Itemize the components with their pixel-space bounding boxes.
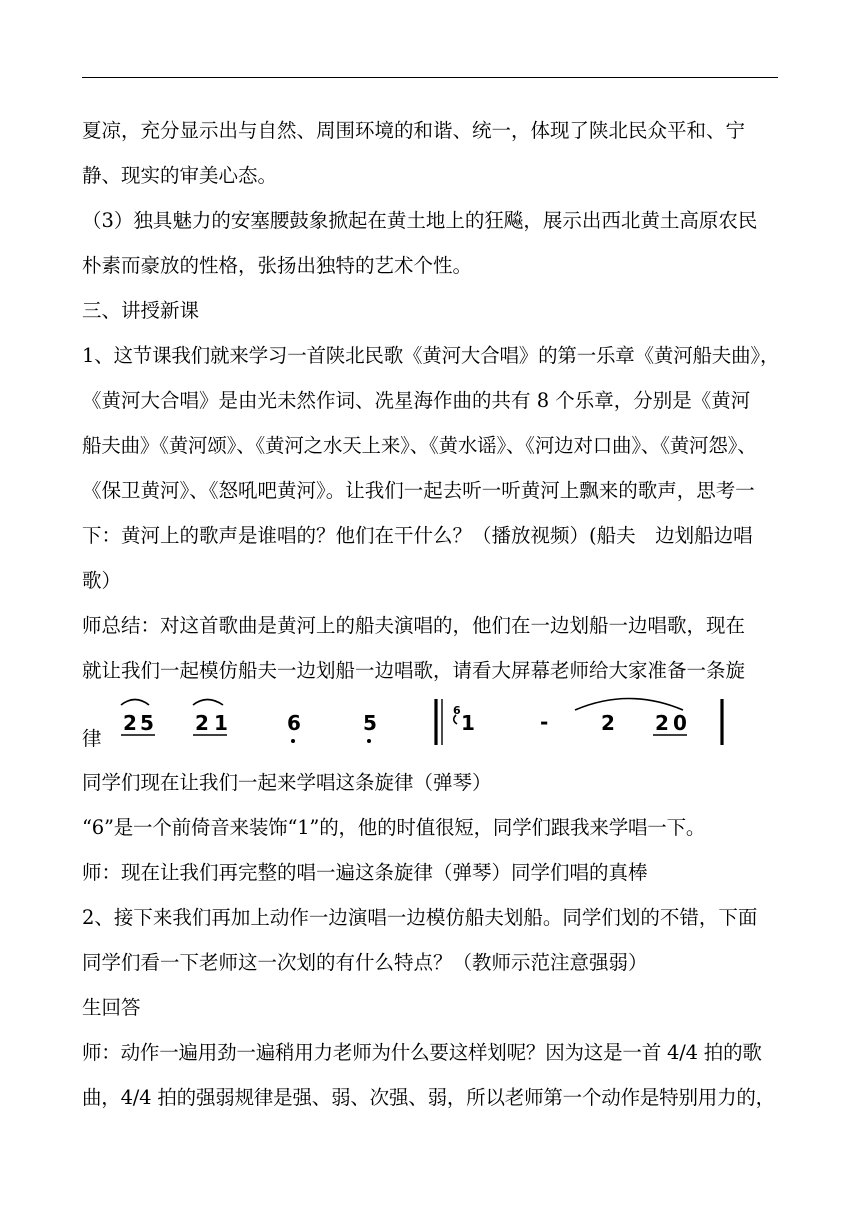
paragraph-line: 生回答 [82,996,141,1019]
paragraph-line: （3）独具魅力的安塞腰鼓象掀起在黄土地上的狂飚，展示出西北黄土高原农民 [82,209,758,232]
paragraph-line: 同学们看一下老师这一次划的有什么特点？（教师示范注意强弱） [82,951,648,974]
lower-octave-dot [291,739,295,743]
melody-note: 2 [123,711,137,735]
paragraph-line: 船夫曲》《黄河颂》、《黄河之水天上来》、《黄水谣》、《河边对口曲》、《黄河怨》、 [82,434,757,457]
melody-lead-text: 律 [82,727,102,750]
melody-note: 5 [140,711,154,735]
melody-note: 0 [673,711,687,735]
melody-note: 1 [214,711,228,735]
document-body [82,108,792,1120]
melody-line [82,693,792,760]
paragraph-line: 就让我们一起模仿船夫一边划船一边唱歌，请看大屏幕老师给大家准备一条旋 [82,659,746,682]
slur-mark [193,700,223,706]
paragraph-line: 曲，4/4 拍的强弱规律是强、弱、次强、弱，所以老师第一个动作是特别用力的， [82,1086,775,1109]
jianpu-melody-notation [115,693,735,755]
paragraph-line: 师总结：对这首歌曲是黄河上的船夫演唱的，他们在一边划船一边唱歌，现在 [82,614,746,637]
paragraph-line: 师：现在让我们再完整的唱一遍这条旋律（弹琴）同学们唱的真棒 [82,861,648,884]
paragraph-line: 朴素而豪放的性格，张扬出独特的艺术个性。 [82,254,473,277]
lower-octave-dot [367,739,371,743]
melody-note: 2 [195,711,209,735]
paragraph-line: 2、接下来我们再加上动作一边演唱一边模仿船夫划船。同学们划的不错，下面 [82,906,758,929]
slur-mark [121,700,149,706]
paragraph-line: 同学们现在让我们一起来学唱这条旋律（弹琴） [82,771,492,794]
paragraph-line: 1、这节课我们就来学习一首陕北民歌《黄河大合唱》的第一乐章《黄河船夫曲》， [82,344,780,367]
paragraph-line: 静、现实的审美心态。 [82,164,278,187]
paragraph-line: 《保卫黄河》、《怒吼吧黄河》。让我们一起去听一听黄河上飘来的歌声，思考一 [82,479,755,502]
tie-mark [575,699,683,711]
paragraph-line: 夏凉，充分显示出与自然、周围环境的和谐、统一，体现了陕北民众平和、宁 [82,119,746,142]
melody-note: 2 [601,711,615,735]
melody-note: 2 [655,711,669,735]
header-rule [82,77,778,78]
paragraph-line: “6”是一个前倚音来装饰“1”的，他的时值很短，同学们跟我来学唱一下。 [82,816,706,839]
dash-note: - [540,710,549,734]
paragraph-line: 师：动作一遍用劲一遍稍用力老师为什么要这样划呢？因为这是一首 4/4 拍的歌 [82,1041,762,1064]
paragraph-line: 《黄河大合唱》是由光未然作词、冼星海作曲的共有 8 个乐章，分别是《黄河 [82,389,751,412]
grace-note: 6 [453,704,461,717]
section-heading: 三、讲授新课 [82,299,200,322]
paragraph-line: 下：黄河上的歌声是谁唱的？他们在干什么？（播放视频）(船夫 边划船边唱 [82,524,753,547]
paragraph-line: 歌） [82,569,122,592]
melody-note: 5 [363,711,377,735]
melody-note: 6 [287,711,301,735]
melody-note: 1 [461,711,475,735]
